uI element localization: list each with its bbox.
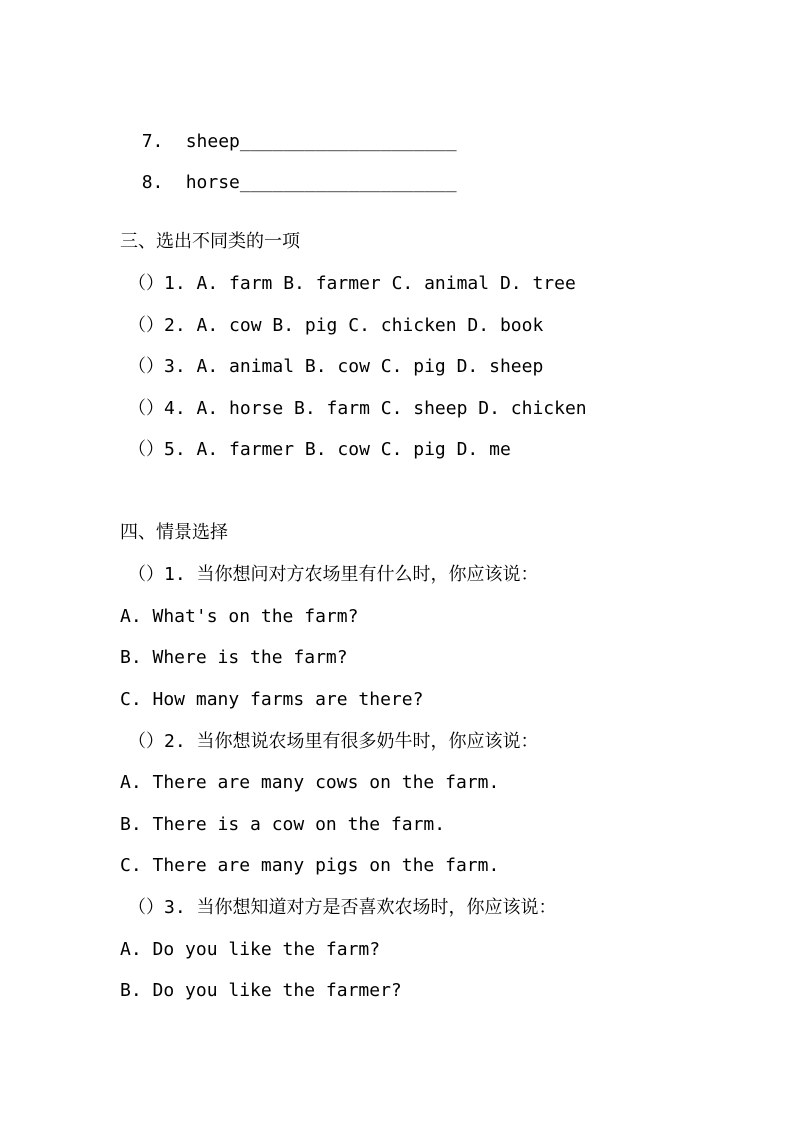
fill-in-item-7 xyxy=(120,106,457,152)
item-text: horse____________________ xyxy=(185,172,457,193)
item-text: sheep____________________ xyxy=(185,131,457,152)
odd-one-out-item-5: （）5. A. farmer B. cow C. pig D. me xyxy=(128,439,511,460)
option-2b: B. There is a cow on the farm. xyxy=(120,814,446,835)
option-1b: B. Where is the farm? xyxy=(120,647,348,668)
odd-one-out-item-2: （）2. A. cow B. pig C. chicken D. book xyxy=(128,315,544,336)
option-3b: B. Do you like the farmer? xyxy=(120,980,402,1001)
odd-one-out-item-3: （）3. A. animal B. cow C. pig D. sheep xyxy=(128,356,544,377)
situation-question-2: （）2. 当你想说农场里有很多奶牛时，你应该说： xyxy=(128,731,539,752)
option-1c: C. How many farms are there? xyxy=(120,689,424,710)
item-number: 7. xyxy=(141,131,164,152)
situation-question-1: （）1. 当你想问对方农场里有什么时，你应该说： xyxy=(128,564,539,585)
odd-one-out-item-1: （）1. A. farm B. farmer C. animal D. tree xyxy=(128,273,576,294)
fill-in-item-8 xyxy=(120,147,457,193)
odd-one-out-item-4: （）4. A. horse B. farm C. sheep D. chicken xyxy=(128,398,587,419)
option-2c: C. There are many pigs on the farm. xyxy=(120,855,500,876)
section-heading-3: 三、选出不同类的一项 xyxy=(120,231,300,252)
option-3a: A. Do you like the farm? xyxy=(120,939,381,960)
item-number: 8. xyxy=(141,172,164,193)
situation-question-3: （）3. 当你想知道对方是否喜欢农场时，你应该说： xyxy=(128,897,557,918)
option-2a: A. There are many cows on the farm. xyxy=(120,772,500,793)
option-1a: A. What's on the farm? xyxy=(120,606,359,627)
section-heading-4: 四、情景选择 xyxy=(120,522,228,543)
